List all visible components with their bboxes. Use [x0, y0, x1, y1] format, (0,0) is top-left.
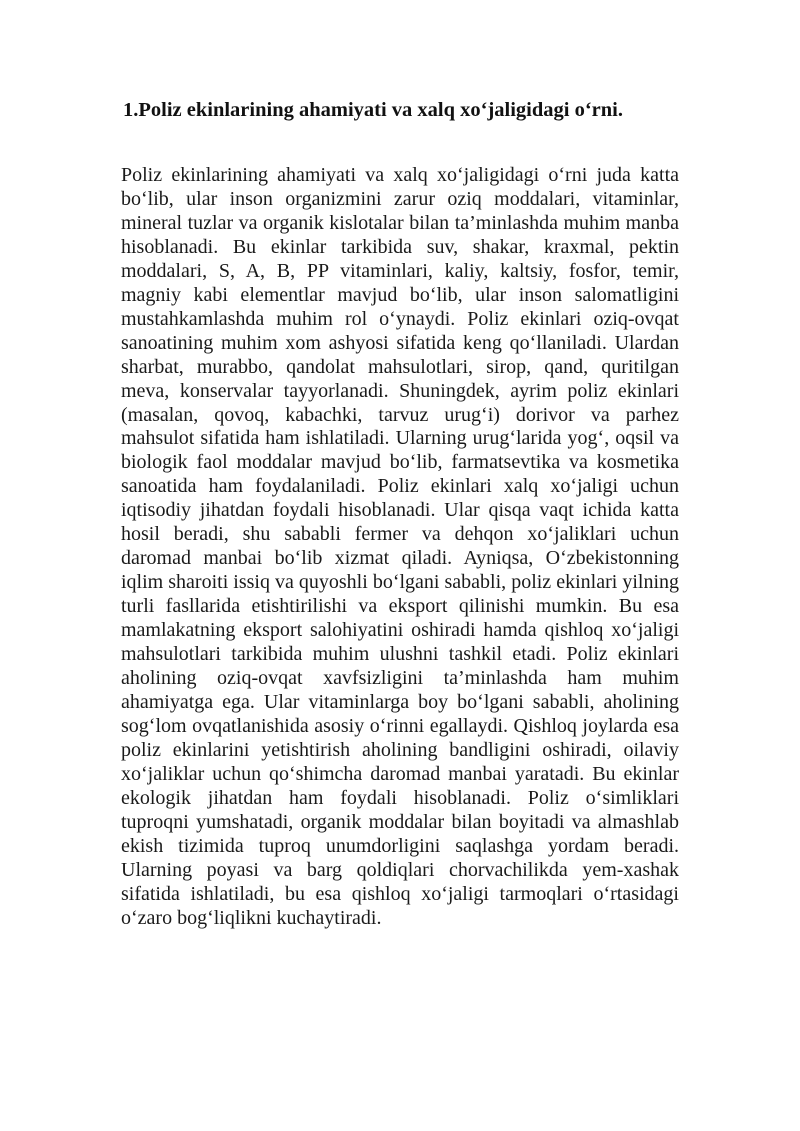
- body-paragraph: Poliz ekinlarining ahamiyati va xalq xo‘jaligidagi o‘rni juda katta bo‘lib, ular inson organizmini zarur oziq moddalari, vitaminlar, mineral tuzlar va organik kislotalar bilan ta’minlashda muhim manba hisoblanadi. Bu ekinlar tarkibida suv, shakar, kraxmal, pektin moddalari, S, A, B, PP vitaminlari, kaliy, kaltsiy, fosfor, temir, magniy kabi elementlar mavjud bo‘lib, ular inson salomatligini mustahkamlashda muhim rol o‘ynaydi. Poliz ekinlari oziq-ovqat sanoatining muhim xom ashyosi sifatida keng qo‘llaniladi. Ulardan sharbat, murabbo, qandolat mahsulotlari, sirop, qand, quritilgan meva, konservalar tayyorlanadi. Shuningdek, ayrim poliz ekinlari (masalan, qovoq, kabachki, tarvuz urug‘i) dorivor va parhez mahsulot sifatida ham ishlatiladi. Ularning urug‘larida yog‘, oqsil va biologik faol moddalar mavjud bo‘lib, farmatsevtika va kosmetika sanoatida ham foydalaniladi. Poliz ekinlari xalq xo‘jaligi uchun iqtisodiy jihatdan foydali hisoblanadi. Ular qisqa vaqt ichida katta hosil beradi, shu sababli fermer va dehqon xo‘jaliklari uchun daromad manbai bo‘lib xizmat qiladi. Ayniqsa, O‘zbekistonning iqlim sharoiti issiq va quyoshli bo‘lgani sababli, poliz ekinlari yilning turli fasllarida etishtirilishi va eksport qilinishi mumkin. Bu esa mamlakatning eksport salohiyatini oshiradi hamda qishloq xo‘jaligi mahsulotlari tarkibida muhim ulushni tashkil etadi. Poliz ekinlari aholining oziq-ovqat xavfsizligini ta’minlashda ham muhim ahamiyatga ega. Ular vitaminlarga boy bo‘lgani sababli, aholining sog‘lom ovqatlanishida asosiy o‘rinni egallaydi. Qishloq joylarda esa poliz ekinlarini yetishtirish aholining bandligini oshiradi, oilaviy xo‘jaliklar uchun qo‘shimcha daromad manbai yaratadi. Bu ekinlar ekologik jihatdan ham foydali hisoblanadi. Poliz o‘simliklari tuproqni yumshatadi, organik moddalar bilan boyitadi va almashlab ekish tizimida tuproq unumdorligini saqlashga yordam beradi. Ularning poyasi va barg qoldiqlari chorvachilikda yem-xashak sifatida ishlatiladi, bu esa qishloq xo‘jaligi tarmoqlari o‘rtasidagi o‘zaro bog‘liqlikni kuchaytiradi.: [121, 164, 679, 929]
- section-heading: 1.Poliz ekinlarining ahamiyati va xalq xo‘jaligidagi o‘rni.: [123, 99, 623, 121]
